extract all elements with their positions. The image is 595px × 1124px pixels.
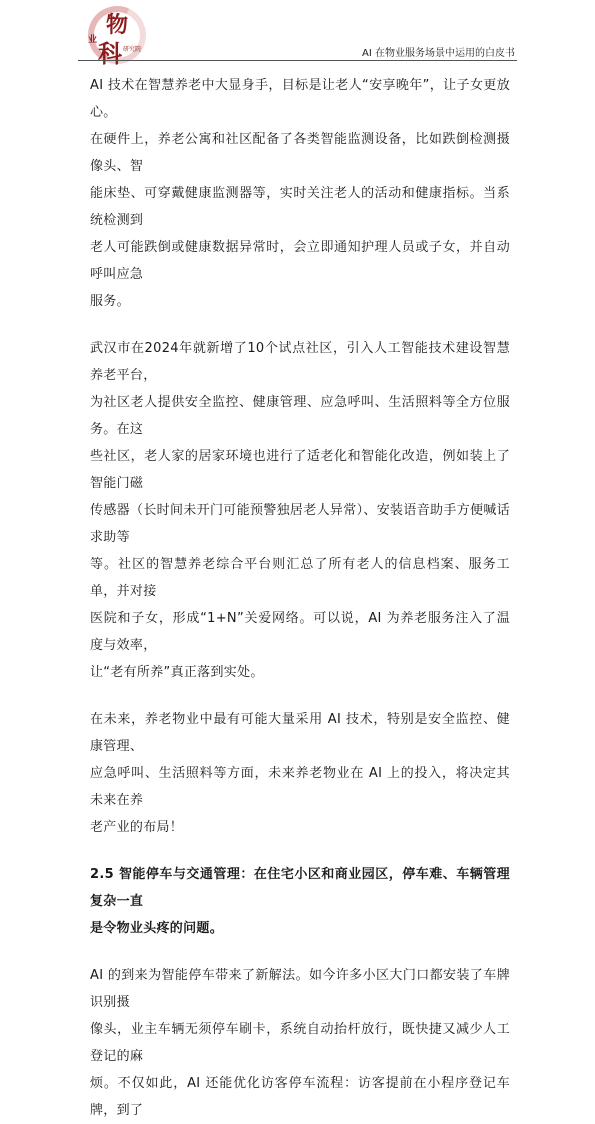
- text-line: 等。社区的智慧养老综合平台则汇总了所有老人的信息档案、服务工单，并对接: [90, 557, 510, 599]
- paragraph: [90, 962, 510, 1124]
- text-line: 在硬件上，养老公寓和社区配备了各类智能监测设备，比如跌倒检测摄像头、智: [90, 132, 510, 174]
- text-line: 传感器（长时间未开门可能预警独居老人异常）、安装语音助手方便喊话求助等: [90, 503, 510, 545]
- document-body: [90, 72, 510, 1124]
- paragraph: [90, 335, 510, 686]
- text-line: AI 技术在智慧养老中大显身手，目标是让老人“安享晚年”，让子女更放心。: [90, 78, 510, 120]
- text-line: 像头，业主车辆无须停车刷卡，系统自动抬杆放行，既快捷又减少人工登记的麻: [90, 1022, 510, 1064]
- text-line: 能床垫、可穿戴健康监测器等，实时关注老人的活动和健康指标。当系统检测到: [90, 186, 510, 228]
- logo-char-2: 科: [98, 40, 122, 68]
- text-line: 应急呼叫、生活照料等方面，未来养老物业在 AI 上的投入，将决定其未来在养: [90, 766, 510, 808]
- logo-char-small: 业: [88, 35, 98, 45]
- logo-subtitle: 研究院: [123, 46, 142, 53]
- header-divider: [78, 60, 517, 61]
- text-line: 是令物业头疼的问题。: [90, 921, 224, 936]
- text-line: 些社区，老人家的居家环境也进行了适老化和智能化改造，例如装上了智能门磁: [90, 449, 510, 491]
- logo: [78, 4, 158, 68]
- text-line: AI 的到来为智能停车带来了新解法。如今许多小区大门口都安装了车牌识别摄: [90, 968, 510, 1010]
- logo-char-1: 物: [106, 13, 129, 38]
- text-line: 医院和子女，形成“1+N”关爱网络。可以说，AI 为养老服务注入了温度与效率，: [90, 611, 510, 653]
- header-title: AI 在物业服务场景中运用的白皮书: [362, 48, 515, 59]
- paragraph: [90, 72, 510, 315]
- paragraph-gap: [90, 942, 510, 962]
- paragraph-gap: [90, 315, 510, 335]
- text-line: 让“老有所养”真正落到实处。: [90, 665, 264, 680]
- section-heading: [90, 861, 510, 942]
- text-line: 烦。不仅如此，AI 还能优化访客停车流程：访客提前在小程序登记车牌，到了: [90, 1076, 510, 1118]
- text-line: 武汉市在2024年就新增了10个试点社区，引入人工智能技术建设智慧养老平台，: [90, 341, 510, 383]
- paragraph: [90, 706, 510, 841]
- text-line: 为社区老人提供安全监控、健康管理、应急呼叫、生活照料等全方位服务。在这: [90, 395, 510, 437]
- paragraph-gap: [90, 841, 510, 861]
- text-line: 老产业的布局！: [90, 820, 184, 835]
- text-line: 服务。: [90, 294, 130, 309]
- text-line: 老人可能跌倒或健康数据异常时，会立即通知护理人员或子女，并自动呼叫应急: [90, 240, 510, 282]
- paragraph-gap: [90, 686, 510, 706]
- text-line: 在未来，养老物业中最有可能大量采用 AI 技术，特别是安全监控、健康管理、: [90, 712, 510, 754]
- text-line: 2.5 智能停车与交通管理：在住宅小区和商业园区，停车难、车辆管理复杂一直: [90, 867, 510, 909]
